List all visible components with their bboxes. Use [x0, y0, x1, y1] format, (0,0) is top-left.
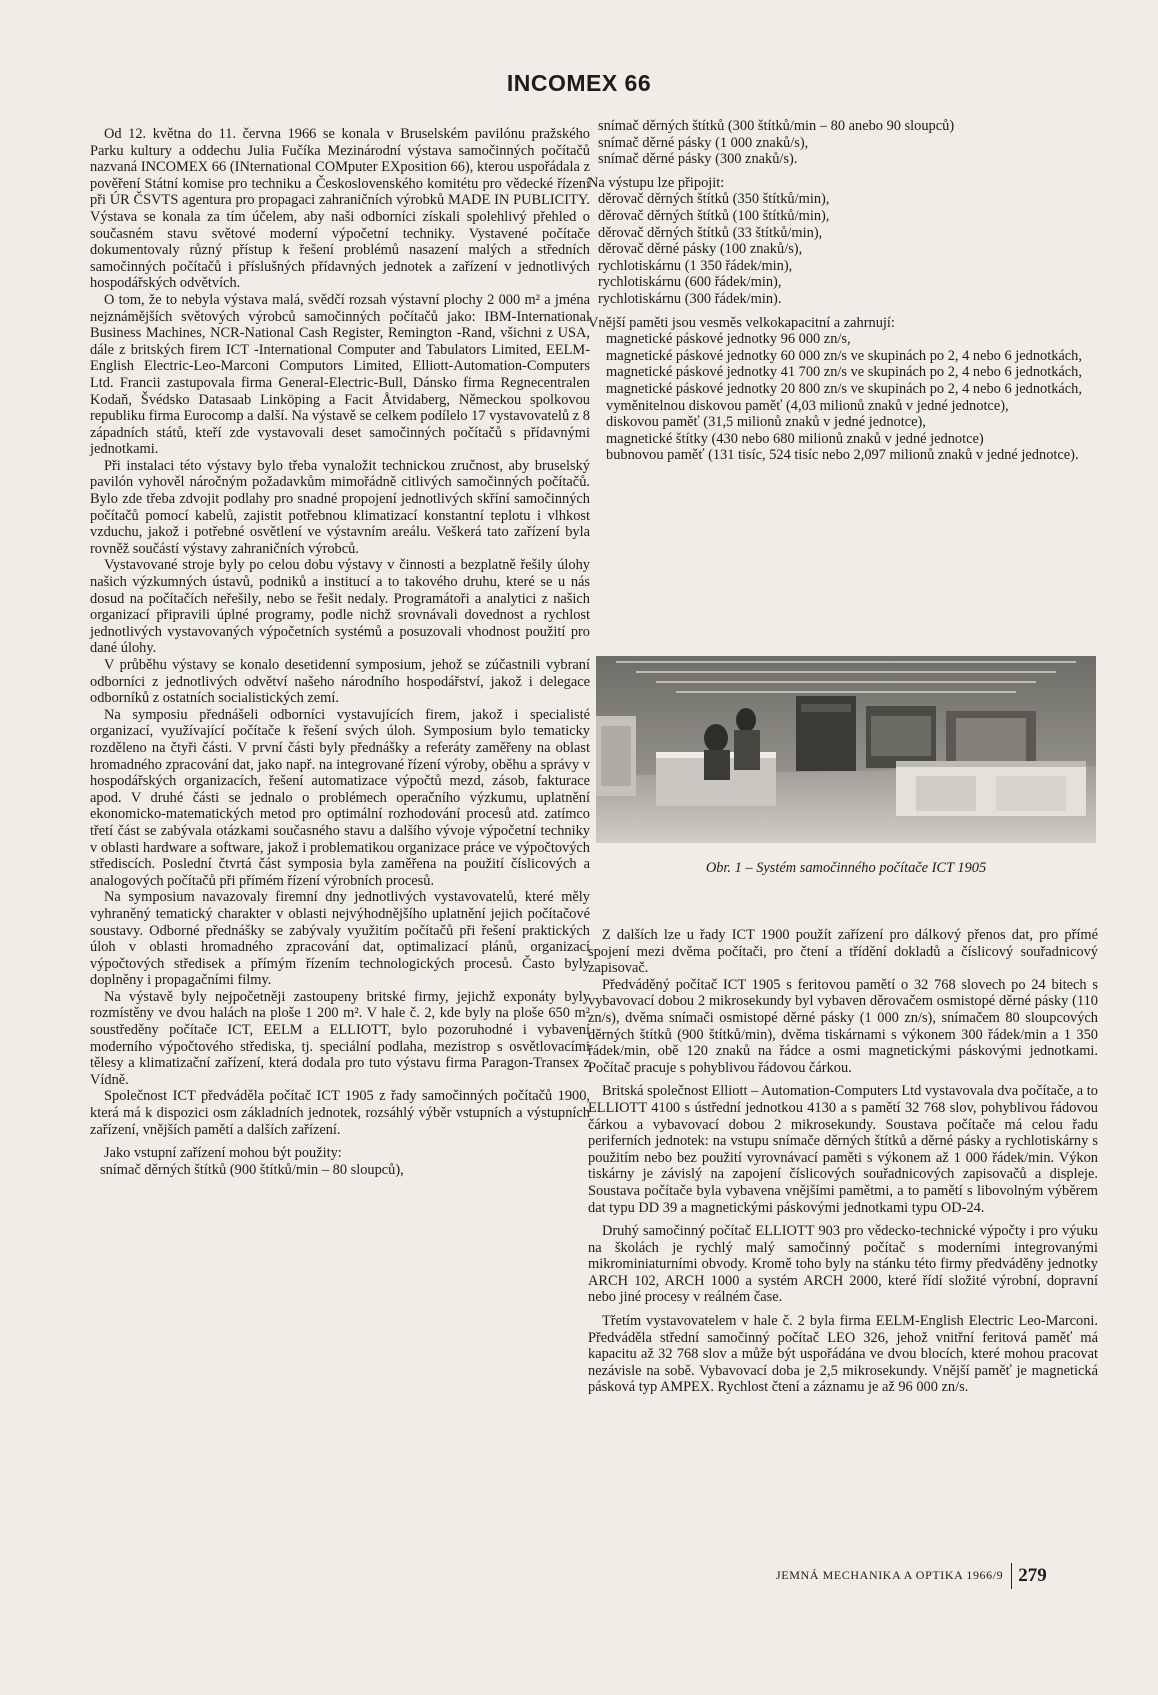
- right-column: [588, 118, 1098, 464]
- right-column-lower: [588, 927, 1098, 1396]
- paragraph: Z dalších lze u řady ICT 1900 použít zařízení pro dálkový přenos dat, pro přímé spojení mezi dvěma počítači, pro čtení a třídění dokladů a číslicový souřadnicový zapisovač.: [588, 927, 1098, 977]
- external-memory-list: [588, 331, 1098, 464]
- list-item: magnetické štítky (430 nebo 680 milionů znaků v jedné jednotce): [606, 430, 984, 447]
- page-number: 279: [1018, 1565, 1047, 1586]
- output-devices-list: [588, 191, 1098, 307]
- list-item: vyměnitelnou diskovou paměť (4,03 milionů znaků v jedné jednotce),: [606, 397, 1009, 414]
- list-item: děrovač děrných štítků (100 štítků/min),: [598, 207, 830, 224]
- list-item: snímač děrné pásky (1 000 znaků/s),: [598, 134, 809, 151]
- input-devices-list-cont: [588, 118, 1098, 168]
- paragraph: V průběhu výstavy se konalo desetidenní symposium, jehož se zúčastnili vybraní odborníci z jednotlivých odvětví našeho národního hospodářství, jakož i delegace odborníků z ostatních socialistických zemí.: [90, 657, 590, 707]
- list-item: bubnovou paměť (131 tisíc, 524 tisíc nebo 2,097 milionů znaků v jedné jednotce).: [606, 447, 1079, 464]
- paragraph: Vystavované stroje byly po celou dobu výstavy v činnosti a bezplatně řešily úlohy našich výzkumných ústavů, podniků a institucí a to takového druhu, které se u nás dosud na počítačích neřešily, nebo se řešit nedaly. Programátoři a analytici z našich organizací připravili úplné programy, podle nichž srovnávali dovednost a rychlost jednotlivých vystavovaných výpočetních systémů a posuzovali vhodnost použití pro dané úlohy.: [90, 557, 590, 657]
- paragraph: Třetím vystavovatelem v hale č. 2 byla firma EELM-English Electric Leo-Marconi. Předváděla střední samočinný počítač LEO 326, jehož vnitřní feritová paměť má kapacitu až 32 768 slov a může být uspořádána ve dvou blocích, které mohou pracovat nezávisle na sobě. Vybavovací doba je 2,5 mikrosekundy. Vnější paměť je magnetická pásková typ AMPEX. Rychlost čtení a záznamu je až 96 000 zn/s.: [588, 1313, 1098, 1396]
- list-item: snímač děrných štítků (300 štítků/min – 80 anebo 90 sloupců): [598, 118, 955, 134]
- list-item: rychlotiskárnu (600 řádek/min),: [598, 274, 782, 291]
- paragraph: Na výstavě byly nejpočetněji zastoupeny britské firmy, jejichž exponáty byly rozmístěny ve dvou halách na ploše 1 200 m². V hale č. 2, kde byly na ploše 650 m² soustředěny počítače ICT, EELM a ELLIOTT, bylo pozoruhodné i vybavení moderního výpočtového střediska, tj. speciální podlaha, mezistrop s osvětlovacími tělesy a klimatizační zařízení, která dodala pro tuto výstavu firma Paragon-Transex z Vídně.: [90, 988, 590, 1088]
- paragraph: Britská společnost Elliott – Automation-Computers Ltd vystavovala dva počítače, a to ELLIOTT 4100 s ústřední jednotkou 4130 a s pamětí 32 768 slov, pohyblivou řádovou čárkou a vybavovací dobou 2 mikrosekundy. Soustava počítače má celou řadu periferních jednotek: na vstupu snímače děrných štítků a děrné pásky a rychlotiskárny s použitím nebo bez použití vyrovnávací paměti s výkonem až 1 000 řádek/min. Výkon tiskárny je závislý na zapojení číslicových souřadnicových zapisovačů a displeje. Soustava počítače byla vybavena vnějšími pamětmi, a to pamětí s libovolným výběrem dat typu DD 39 a magnetickými páskovými jednotkami typu OD-24.: [588, 1083, 1098, 1216]
- list-intro: Vnější paměti jsou vesměs velkokapacitní a zahrnují:: [588, 314, 895, 331]
- paragraph: Druhý samočinný počítač ELLIOTT 903 pro vědecko-technické výpočty i pro výuku na školách je rychlý malý samočinný počítač s moderními integrovanými mikrominiaturními obvody. Kromě toho byly na stánku této firmy předváděny jednotky ARCH 102, ARCH 1000 a systém ARCH 2000, které řídí složité výrobní, dopravní nebo jiné procesy v reálném čase.: [588, 1223, 1098, 1306]
- list-item: děrovač děrných štítků (33 štítků/min),: [598, 224, 823, 241]
- footer-divider: [1011, 1563, 1012, 1589]
- list-item: děrovač děrné pásky (100 znaků/s),: [598, 241, 803, 258]
- list-item: magnetické páskové jednotky 41 700 zn/s ve skupinách po 2, 4 nebo 6 jednotkách,: [606, 364, 1082, 381]
- list-intro: Na výstupu lze připojit:: [588, 174, 725, 191]
- list-item: magnetické páskové jednotky 96 000 zn/s,: [606, 331, 851, 348]
- page-footer: [776, 1563, 1047, 1589]
- list-item: diskovou paměť (31,5 milionů znaků v jedné jednotce),: [606, 414, 926, 431]
- list-item: magnetické páskové jednotky 20 800 zn/s ve skupinách po 2, 4 nebo 6 jednotkách,: [606, 380, 1082, 397]
- figure-caption: Obr. 1 – Systém samočinného počítače ICT 1905: [705, 860, 987, 876]
- paragraph: Od 12. května do 11. června 1966 se konala v Bruselském pavilónu pražského Parku kultury a oddechu Julia Fučíka Mezinárodní výstava samočinných počítačů nazvaná INCOMEX 66 (INternational COMputer EXposition 66), kterou uspořádala z pověření Státní komise pro techniku a Československého komitétu pro vědecké řízení při ÚR ČSVTS agentura pro propagaci zahraničních výrobků MADE IN PUBLICITY. Výstava se konala za tím účelem, aby naši odborníci získali spolehlivý přehled o současném stavu světové moderní výpočetní techniky. Vystavené počítače dokumentovaly různý přístup k řešení problémů nasazení malých a středních samočinných počítačů i příslušných přídavných jednotek a zařízení v jednotlivých hospodářských odvětvích.: [90, 126, 590, 292]
- input-devices-list: [90, 1162, 590, 1179]
- list-item: děrovač děrných štítků (350 štítků/min),: [598, 191, 830, 208]
- paragraph: Na symposium navazovaly firemní dny jednotlivých vystavovatelů, které měly vyhraněný tematický charakter v oblasti nejvýhodnějšího uplatnění jejich počítačové soustavy. Odborné přednášky se zabývaly využitím počítačů při řešení praktických úloh v oblasti hromadného zpracování dat, optimalizací plánů, organizací výpočtových středisek a přímým řízením technologických procesů. Často byly doplněny i propagačními filmy.: [90, 889, 590, 989]
- list-item: rychlotiskárnu (300 řádek/min).: [598, 290, 782, 307]
- journal-name: JEMNÁ MECHANIKA A OPTIKA 1966/9: [776, 1567, 1004, 1582]
- list-item: snímač děrné pásky (300 znaků/s).: [598, 151, 798, 168]
- paragraph: Při instalaci této výstavy bylo třeba vynaložit technickou zručnost, aby bruselský pavilón vyhověl náročným požadavkům mimořádně citlivých samočinných počítačů. Bylo zde třeba zdvojit podlahy pro snadné propojení jednotlivých skříní samočinných počítačů pomocí kabelů, zajistit potřebnou klimatizací konstantní teplotu i vlhkost vzduchu, jakož i potřebné osvětlení ve výstavním areálu. Veškerá tato zařízení byla rovněž součástí výstavy zahraničních výrobců.: [90, 457, 590, 557]
- computer-system-photo: [596, 656, 1096, 843]
- list-item: snímač děrných štítků (900 štítků/min – 80 sloupců),: [100, 1161, 404, 1178]
- paragraph: Společnost ICT předváděla počítač ICT 1905 z řady samočinných počítačů 1900, která má k dispozici osm základních jednotek, rozsáhlý výběr vstupních a výstupních zařízení, vnějších pamětí a dalších zařízení.: [90, 1088, 590, 1138]
- paragraph: Předváděný počítač ICT 1905 s feritovou pamětí o 32 768 slovech po 24 bitech s vybavovací dobou 2 mikrosekundy byl vybaven děrovačem osmistopé děrné pásky (110 zn/s), dvěma snímači osmistopé děrné pásky (1 000 zn/s), snímačem 80 sloupcových děrných štítků (900 štítků/min), dvěma tiskárnami s výkonem 300 řádek/min a 1 350 řádek/min, obě 120 znaků na řádce a osmi magnetickými páskovými jednotkami. Počítač pracuje s pohyblivou řádovou čárkou.: [588, 976, 1098, 1076]
- list-item: magnetické páskové jednotky 60 000 zn/s ve skupinách po 2, 4 nebo 6 jednotkách,: [606, 347, 1082, 364]
- list-item: rychlotiskárnu (1 350 řádek/min),: [598, 257, 793, 274]
- left-column: [90, 126, 590, 1178]
- article-title: INCOMEX 66: [506, 70, 652, 96]
- paragraph: Na symposiu přednášeli odborníci vystavujících firem, jakož i specialisté organizací, využívající počítače k řešení svých úloh. Symposium bylo tematicky rozděleno na čtyři části. V první části byly přednášky a referáty zaměřeny na oblast hromadného zpracování dat, jako např. na integrované řízení výroby, oběhu a správy v hospodářských organizacích, řešení automatizace výpočtů mezd, zásob, fakturace apod. V druhé části se jednalo o problémech operačního výzkumu, uplatnění ekonomicko-matematických metod pro optimální rozhodování procesů atd. zatímco třetí část se zabývala otázkami současného stavu a dalšího vývoje výpočetní techniky v oblasti hardware a software, jakož i problematikou organizace práce ve výpočtových střediscích. Poslední čtvrtá část symposia byla zaměřena na použití číslicových a analogových počítačů při přímém řízení výrobních procesů.: [90, 706, 590, 889]
- list-intro: Jako vstupní zařízení mohou být použity:: [104, 1145, 342, 1162]
- paragraph: O tom, že to nebyla výstava malá, svědčí rozsah výstavní plochy 2 000 m² a jména nejznámějších světových výrobců samočinných počítačů jako: IBM-International Business Machines, NCR-National Cash Register, Remington -Rand, všichni z USA, dále z britských firem ICT -International Computer and Tabulators Limited, EELM-English Electric-Leo-Marconi Computors Limited, Elliott-Automation-Computers Ltd. Francii zastupovala firma General-Electric-Bull, Dánsko firma Regnecentralen Kodaň, Švédsko Datasaab Linköping a Facit Åtvidaberg, Německou spolkovou republiku firma Eurocomp a další. Na výstavě se celkem podílelo 17 vystavovatelů z 8 západních států, kteří zde vystavovali deset samočinných počítačů s přídavnými jednotkami.: [90, 291, 590, 458]
